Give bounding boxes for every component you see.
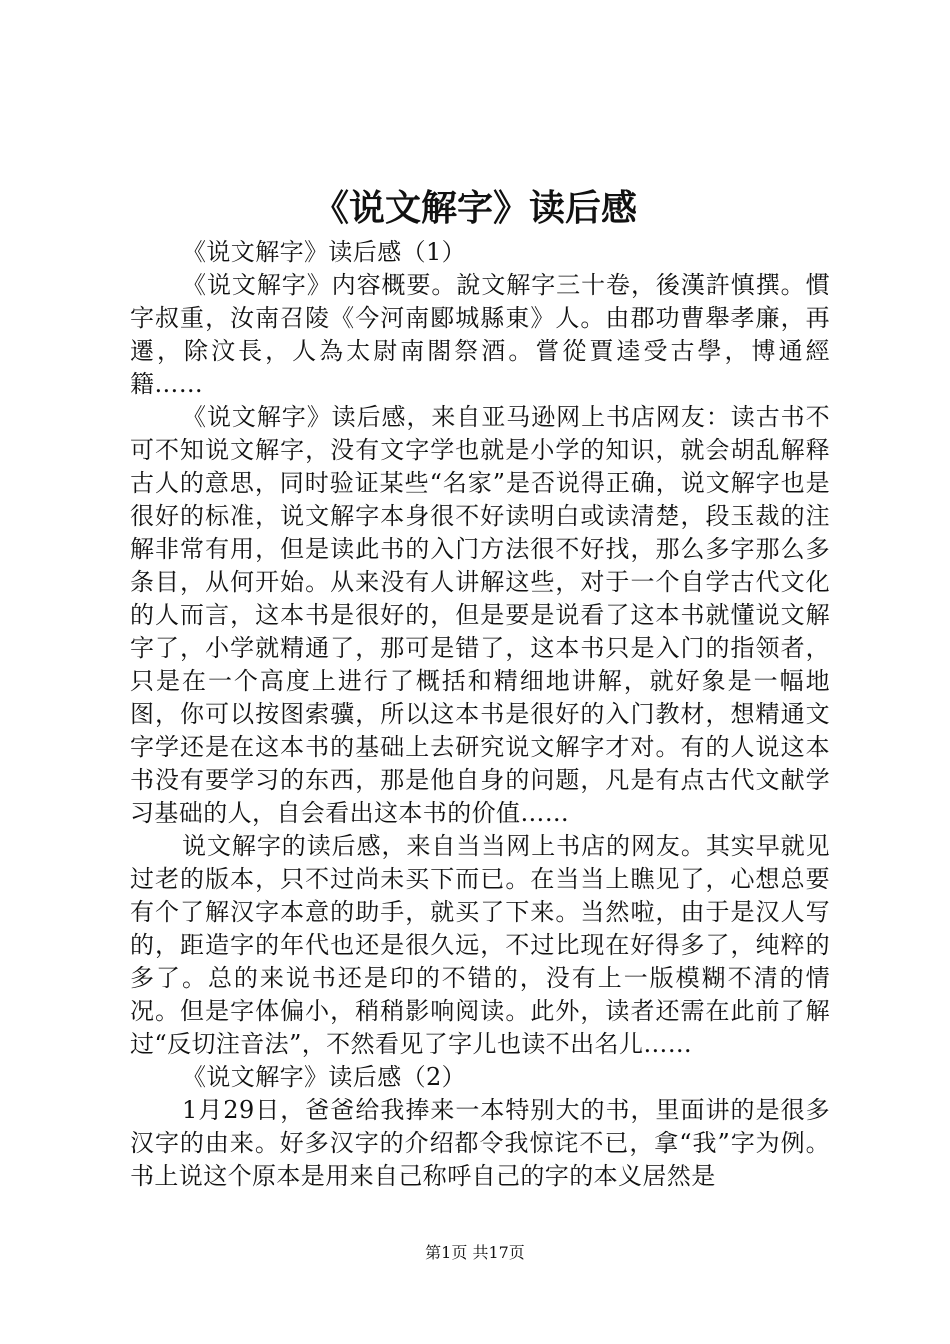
page-number-footer: 第1页 共17页 — [425, 1243, 525, 1262]
paragraph-personal-reading: 1月29日，爸爸给我捧来一本特别大的书，里面讲的是很多汉字的由来。好多汉字的介绍都令我惊诧不已，拿“我”字为例。书上说这个原本是用来自己称呼自己的字的本义居然是 — [130, 1096, 830, 1190]
paragraph-dangdang-review: 说文解字的读后感，来自当当网上书店的网友。其实早就见过老的版本，只不过尚未买下而已。在当当上瞧见了，心想总要有个了解汉字本意的助手，就买了下来。当然啦，由于是汉人写的，距造字的年代也还是很久远，不过比现在好得多了，纯粹的多了。总的来说书还是印的不错的，没有上一版模糊不清的情况。但是字体偏小，稍稍影响阅读。此外，读者还需在此前了解过“反切注音法”，不然看见了字儿也读不出名儿…… — [130, 832, 830, 1058]
document-body — [130, 236, 830, 1193]
document-title: 《说文解字》读后感 — [312, 188, 637, 229]
section-heading-1: 《说文解字》读后感（1） — [182, 238, 467, 266]
paragraph-summary: 《说文解字》内容概要。說文解字三十卷，後漢許慎撰。慣字叔重，汝南召陵《今河南郾城縣東》人。由郡功曹舉孝廉，再遷，除汶長，人為太尉南閤祭酒。嘗從賈逵受古學，博通經籍…… — [130, 271, 830, 398]
section-heading-2: 《说文解字》读后感（2） — [182, 1063, 467, 1091]
paragraph-amazon-review: 《说文解字》读后感，来自亚马逊网上书店网友：读古书不可不知说文解字，没有文字学也就是小学的知识，就会胡乱解释古人的意思，同时验证某些“名家”是否说得正确，说文解字也是很好的标准，说文解字本身很不好读明白或读清楚，段玉裁的注解非常有用，但是读此书的入门方法很不好找，那么多字那么多条目，从何开始。从来没有人讲解这些，对于一个自学古代文化的人而言，这本书是很好的，但是要是说看了这本书就懂说文解字了，小学就精通了，那可是错了，这本书只是入门的指领者，只是在一个高度上进行了概括和精细地讲解，就好象是一幅地图，你可以按图索骥，所以这本书是很好的入门教材，想精通文字学还是在这本书的基础上去研究说文解字才对。有的人说这本书没有要学习的东西，那是他自身的问题，凡是有点古代文献学习基础的人，自会看出这本书的价值…… — [130, 403, 830, 827]
